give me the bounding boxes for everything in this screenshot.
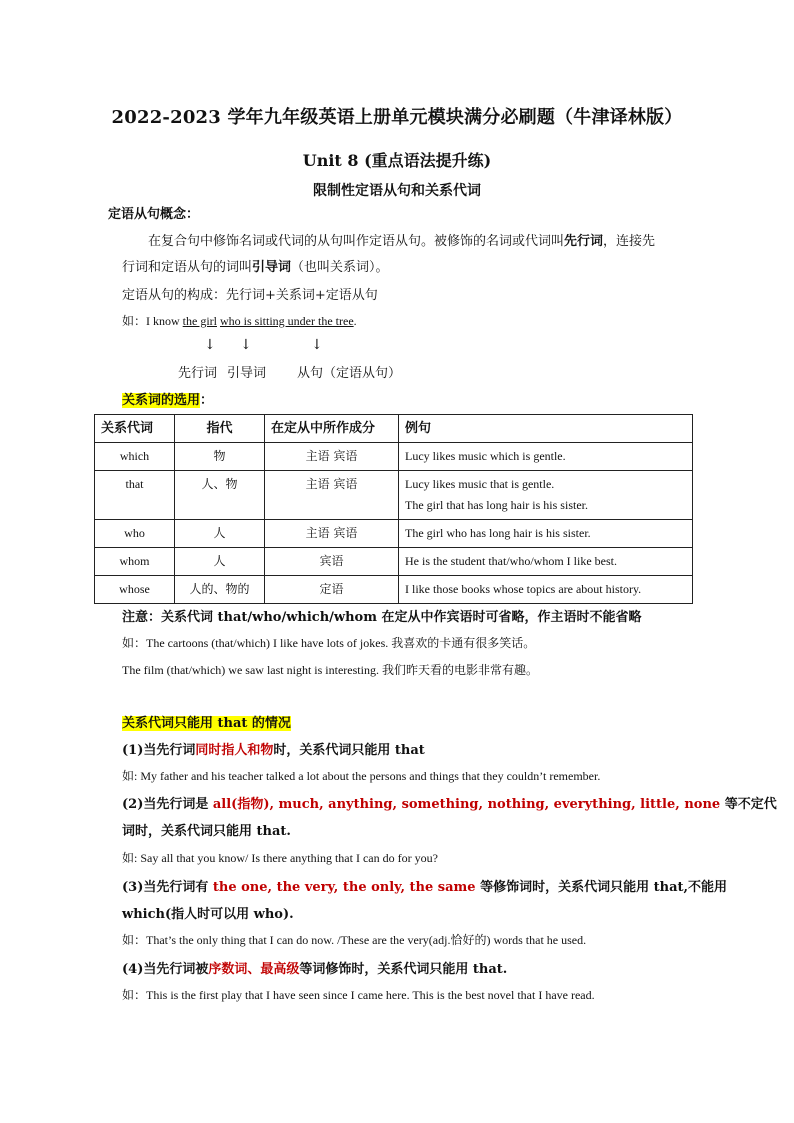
note-example-1: 如：The cartoons (that/which) I like have lots of jokes. 我喜欢的卡通有很多笑话。 <box>122 636 536 650</box>
rule-3: (3)当先行词有 the one, the very, the only, the same 等修饰词时，关系代词只能用 that,不能用 <box>122 880 728 895</box>
document-title: 2022-2023 学年九年级英语上册单元模块满分必刷题（牛津译林版） <box>111 107 683 128</box>
label-antecedent: 先行词 <box>178 366 218 381</box>
rule-2-line2: 词时，关系代词只能用 that. <box>122 824 291 839</box>
table-cell: 主语 宾语 <box>265 520 399 548</box>
table-header: 在定从中所作成分 <box>265 415 399 443</box>
table-cell: I like those books whose topics are about history. <box>399 576 693 604</box>
topic-title: 限制性定语从句和关系代词 <box>313 183 481 199</box>
table-cell: 主语 宾语 <box>265 443 399 471</box>
table-cell: which <box>95 443 175 471</box>
table-row <box>95 548 693 576</box>
arrow-relative: ↓ <box>240 337 252 353</box>
rule-4-example: 如：This is the first play that I have seen since I came here. This is the best novel that I have read. <box>122 988 595 1002</box>
table-cell: He is the student that/who/whom I like best. <box>399 548 693 576</box>
table-cell: 宾语 <box>265 548 399 576</box>
table-cell: who <box>95 520 175 548</box>
concept-heading: 定语从句概念： <box>108 207 200 222</box>
rule-3-example: 如：That’s the only thing that I can do now. /These are the very(adj.恰好的) words that he used. <box>122 933 587 947</box>
table-cell: 人 <box>175 520 265 548</box>
table-row <box>95 471 693 520</box>
table-cell: The girl who has long hair is his sister. <box>399 520 693 548</box>
table-cell: 人的、物的 <box>175 576 265 604</box>
note-text: 注意：关系代词 that/who/which/whom 在定从中作宾语时可省略，作主语时不能省略 <box>122 610 642 625</box>
label-clause: 从句（定语从句） <box>297 366 402 381</box>
table-row <box>95 443 693 471</box>
table-cell <box>399 471 693 520</box>
table-header: 指代 <box>175 415 265 443</box>
rule-1: (1)当先行词同时指人和物时，关系代词只能用 that <box>122 743 425 758</box>
table-row <box>95 576 693 604</box>
concept-para-line1: 在复合句中修饰名词或代词的从句叫作定语从句。被修饰的名词或代词叫先行词，连接先 <box>148 234 656 249</box>
example-line: The girl that has long hair is his sister. <box>405 498 588 512</box>
rule-2-example: 如: Say all that you know/ Is there anything that I can do for you? <box>122 851 438 865</box>
rule-4: (4)当先行词被序数词、最高级等词修饰时，关系代词只能用 that. <box>122 962 508 977</box>
arrow-antecedent: ↓ <box>204 337 216 353</box>
only-that-heading: 关系代词只能用 that 的情况 <box>122 716 291 731</box>
table-cell: 主语 宾语 <box>265 471 399 520</box>
arrow-clause: ↓ <box>311 337 323 353</box>
rule-1-example: 如: My father and his teacher talked a lot about the persons and things that they couldn’t remember. <box>122 769 601 783</box>
note-example-2: The film (that/which) we saw last night is interesting. 我们昨天看的电影非常有趣。 <box>122 663 538 677</box>
concept-para-line2: 行词和定语从句的词叫引导词（也叫关系词）。 <box>122 260 389 275</box>
table-header: 例句 <box>399 415 693 443</box>
rule-3-line2: which(指人时可以用 who). <box>122 907 294 922</box>
selection-heading: 关系词的选用： <box>122 393 214 408</box>
unit-title: Unit 8 (重点语法提升练) <box>302 151 492 170</box>
table-cell: 定语 <box>265 576 399 604</box>
concept-structure: 定语从句的构成：先行词+关系词+定语从句 <box>122 288 378 303</box>
table-cell: 人、物 <box>175 471 265 520</box>
table-cell: 人 <box>175 548 265 576</box>
table-cell: that <box>95 471 175 520</box>
rule-2: (2)当先行词是 all(指物), much, anything, something, nothing, everything, little, none 等不定代 <box>122 797 777 812</box>
table-header: 关系代词 <box>95 415 175 443</box>
example-line: Lucy likes music that is gentle. <box>405 477 555 491</box>
table-header-row <box>95 415 693 443</box>
table-cell: whose <box>95 576 175 604</box>
table-cell: whom <box>95 548 175 576</box>
relative-pronoun-table <box>94 414 693 604</box>
table-cell: Lucy likes music which is gentle. <box>399 443 693 471</box>
table-cell: 物 <box>175 443 265 471</box>
table-row <box>95 520 693 548</box>
label-relative: 引导词 <box>227 366 267 381</box>
concept-example: 如：I know the girl who is sitting under the tree. <box>122 314 357 328</box>
